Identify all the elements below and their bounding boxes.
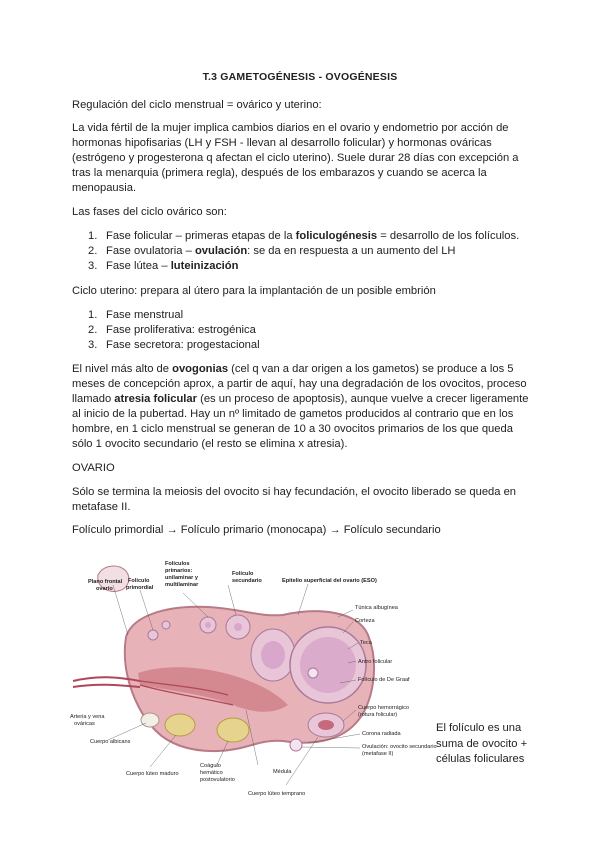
label-primarios-3: unilaminar y <box>165 575 198 581</box>
label-secundario-2: secundario <box>232 578 262 584</box>
label-tunica: Túnica albugínea <box>355 605 398 611</box>
label-corona: Corona radiada <box>362 731 401 737</box>
label-coagulo-2: hemático <box>200 770 223 776</box>
list-text: Fase lútea – <box>106 260 171 272</box>
label-arteria-2: ováricas <box>74 721 95 727</box>
para-text: (es un proceso de apoptosis), aunque vuelve a crecer ligeramente al inicio de la pubertad. Hay un nº limitado de gametos producidos al contrario que en los hombre, en 1 ciclo menstrual se generan de 10 a 30 ovocitos primarios de los que queda sólo 1 ovocito secundario (el resto se elimina x atresia). <box>72 393 529 450</box>
list-text: Fase ovulatoria – <box>106 245 195 257</box>
list-number: 1. <box>88 309 98 321</box>
list-item <box>88 308 538 323</box>
label-primarios-2: primarios: <box>165 568 193 574</box>
phases-intro: Las fases del ciclo ovárico son: <box>72 206 227 218</box>
page-title: T.3 GAMETOGÉNESIS - OVOGÉNESIS <box>202 71 398 83</box>
list-text: Fase menstrual <box>106 309 184 321</box>
section-heading-ovario: OVARIO <box>72 462 115 474</box>
list-bold-term: ovulación <box>194 245 248 257</box>
label-luteo-maduro: Cuerpo lúteo maduro <box>126 771 179 777</box>
ovary-diagram <box>68 545 437 800</box>
list-text: Fase folicular – primeras etapas de la <box>106 230 296 242</box>
ovarian-phase-list <box>88 229 538 274</box>
label-ovulacion-2: (metafase II) <box>362 751 394 757</box>
label-ovulacion: Ovulación: ovocito secundario <box>362 744 437 750</box>
label-medula: Médula <box>273 769 292 775</box>
label-graaf: Folículo de De Graaf <box>358 677 410 683</box>
label-arteria: Arteria y vena <box>70 714 105 720</box>
para-text: El nivel más alto de <box>72 363 173 375</box>
list-number: 2. <box>88 324 98 336</box>
uterine-phase-list <box>88 308 538 353</box>
label-teca: Teca <box>360 640 372 646</box>
label-primarios-4: multilaminar <box>165 582 199 588</box>
list-item <box>88 229 538 244</box>
label-primarios: Folículos <box>165 561 190 567</box>
label-plano: Plano frontal <box>88 579 123 585</box>
follicle-sequence: Folículo primordial → Folículo primario (monocapa) → Folículo secundario <box>72 524 441 536</box>
label-primordial-2: primordial <box>126 585 154 591</box>
list-number: 3. <box>88 339 98 351</box>
label-primordial: Folículo <box>128 578 150 584</box>
life-paragraph: La vida fértil de la mujer implica cambios diarios en el ovario y endometrio por acción de hormonas hipofisarias (LH y FSH - llevan al desarrollo folicular) y hormonas ováricas (estrógeno y progesterona q afectan el ciclo uterino). Suele durar 28 días con excepción a tras la menarquia (primera regla), después de los embarazos y cuando se acerca la menopausia. <box>72 122 519 194</box>
list-number: 2. <box>88 245 98 257</box>
list-item <box>88 244 538 259</box>
list-bold-term: foliculogénesis <box>295 230 378 242</box>
meiosis-paragraph: Sólo se termina la meiosis del ovocito si hay fecundación, el ovocito liberado se queda en metafase II. <box>72 486 517 513</box>
uterine-intro: Ciclo uterino: prepara al útero para la implantación de un posible embrión <box>72 285 436 297</box>
label-corteza: Corteza <box>355 618 375 624</box>
label-albicans: Cuerpo albicans <box>90 739 131 745</box>
list-text: Fase proliferativa: estrogénica <box>106 324 256 336</box>
list-number: 3. <box>88 260 98 272</box>
list-item <box>88 338 538 353</box>
list-number: 1. <box>88 230 98 242</box>
label-antro: Antro folicular <box>358 659 393 665</box>
bold-term: ovogonias <box>172 363 229 375</box>
label-hemorragico: Cuerpo hemorrágico <box>358 705 409 711</box>
list-item <box>88 323 538 338</box>
bold-term: atresia folicular <box>114 393 197 405</box>
figure-caption: El folículo es una suma de ovocito + células foliculares <box>436 722 528 765</box>
list-text: : se da en respuesta a un aumento del LH <box>247 245 456 257</box>
list-text: Fase secretora: progestacional <box>106 339 260 351</box>
label-plano-2: ovario <box>96 586 113 592</box>
oogonia-paragraph <box>72 362 532 452</box>
list-bold-term: luteinización <box>170 260 239 272</box>
para-text: (cel q van a dar origen a los gametos) se produce a los 5 meses de concepción aprox, a partir de aquí, hay una degradación de los ovocitos, proceso llamado <box>72 363 527 405</box>
label-luteo-temprano: Cuerpo lúteo temprano <box>248 791 306 797</box>
list-text: = desarrollo de los folículos. <box>377 230 520 242</box>
label-coagulo-3: postovulatorio <box>200 777 235 783</box>
label-coagulo: Coágulo <box>200 763 221 769</box>
label-secundario: Folículo <box>232 571 254 577</box>
label-hemorragico-2: (rotura folicular) <box>358 712 398 718</box>
list-item <box>88 259 538 274</box>
label-epitelio: Epitelio superficial del ovario (ESO) <box>282 578 377 584</box>
intro-text: Regulación del ciclo menstrual = ovárico y uterino: <box>72 99 322 111</box>
